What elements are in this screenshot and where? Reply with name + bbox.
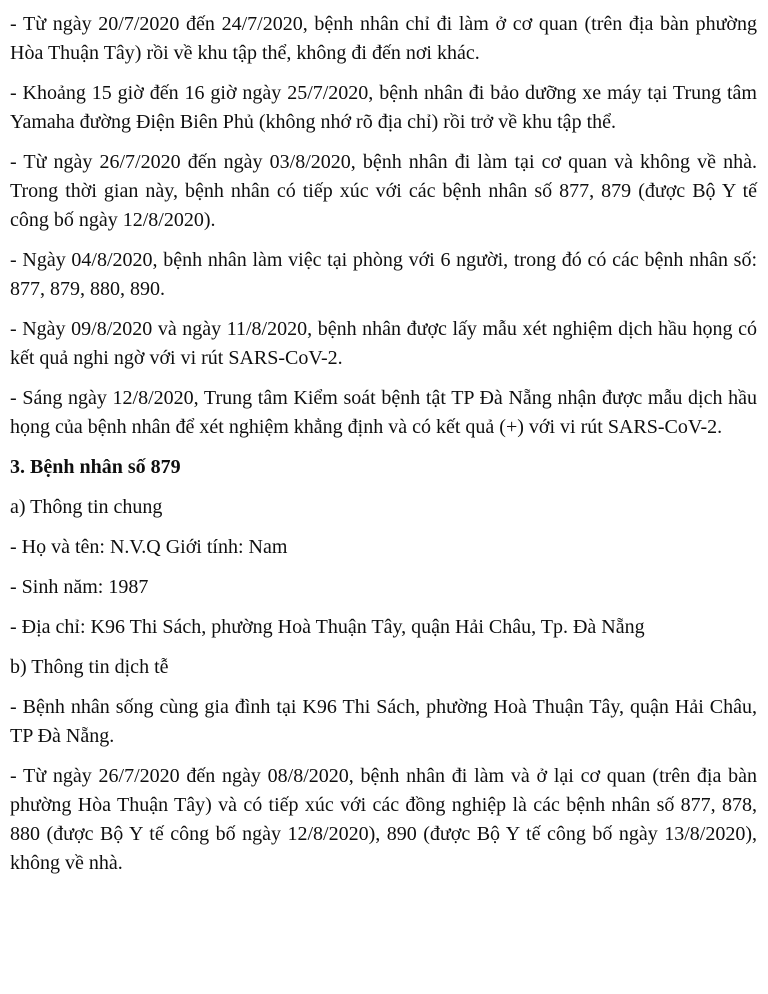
paragraph-work-routine-20-24-7: - Từ ngày 20/7/2020 đến 24/7/2020, bệnh nhân chỉ đi làm ở cơ quan (trên địa bàn phường Hòa Thuận Tây) rồi về khu tập thể, không đi đến nơi khác. bbox=[10, 13, 757, 64]
paragraph-work-contact-26-7-to-08-8: - Từ ngày 26/7/2020 đến ngày 08/8/2020, bệnh nhân đi làm và ở lại cơ quan (trên địa bàn phường Hòa Thuận Tây) và có tiếp xúc với các đồng nghiệp là các bệnh nhân số 877, 878, 880 (được Bộ Y tế công bố ngày 12/8/2020), 890 (được Bộ Y tế công bố ngày 13/8/2020), không về nhà. bbox=[10, 765, 757, 874]
paragraph-office-room-04-8: - Ngày 04/8/2020, bệnh nhân làm việc tại phòng với 6 người, trong đó có các bệnh nhân số: 877, 879, 880, 890. bbox=[10, 249, 757, 300]
paragraph-yamaha-service-25-7: - Khoảng 15 giờ đến 16 giờ ngày 25/7/2020, bệnh nhân đi bảo dưỡng xe máy tại Trung tâm Yamaha đường Điện Biên Phủ (không nhớ rõ địa chỉ) rồi trở về khu tập thể. bbox=[10, 82, 757, 133]
paragraph-test-samples-09-11-8: - Ngày 09/8/2020 và ngày 11/8/2020, bệnh nhân được lấy mẫu xét nghiệm dịch hầu họng có kết quả nghi ngờ với vi rút SARS-CoV-2. bbox=[10, 318, 757, 369]
subheading-general-info: a) Thông tin chung bbox=[10, 496, 163, 518]
section-heading-patient-879: 3. Bệnh nhân số 879 bbox=[10, 456, 181, 478]
paragraph-cdc-positive-result-12-8: - Sáng ngày 12/8/2020, Trung tâm Kiểm soát bệnh tật TP Đà Nẵng nhận được mẫu dịch hầu họng của bệnh nhân để xét nghiệm khẳng định và có kết quả (+) với vi rút SARS-CoV-2. bbox=[10, 387, 757, 438]
subheading-epidemiology-info: b) Thông tin dịch tễ bbox=[10, 656, 169, 678]
paragraph-work-contact-26-7-to-03-8: - Từ ngày 26/7/2020 đến ngày 03/8/2020, bệnh nhân đi làm tại cơ quan và không về nhà. Trong thời gian này, bệnh nhân có tiếp xúc với các bệnh nhân số 877, 879 (được Bộ Y tế công bố ngày 12/8/2020). bbox=[10, 151, 757, 231]
line-address: - Địa chỉ: K96 Thi Sách, phường Hoà Thuận Tây, quận Hải Châu, Tp. Đà Nẵng bbox=[10, 616, 645, 638]
paragraph-residence-info: - Bệnh nhân sống cùng gia đình tại K96 Thi Sách, phường Hoà Thuận Tây, quận Hải Châu, TP Đà Nẵng. bbox=[10, 696, 757, 747]
line-birth-year: - Sinh năm: 1987 bbox=[10, 576, 149, 598]
line-name-and-gender: - Họ và tên: N.V.Q Giới tính: Nam bbox=[10, 536, 288, 558]
